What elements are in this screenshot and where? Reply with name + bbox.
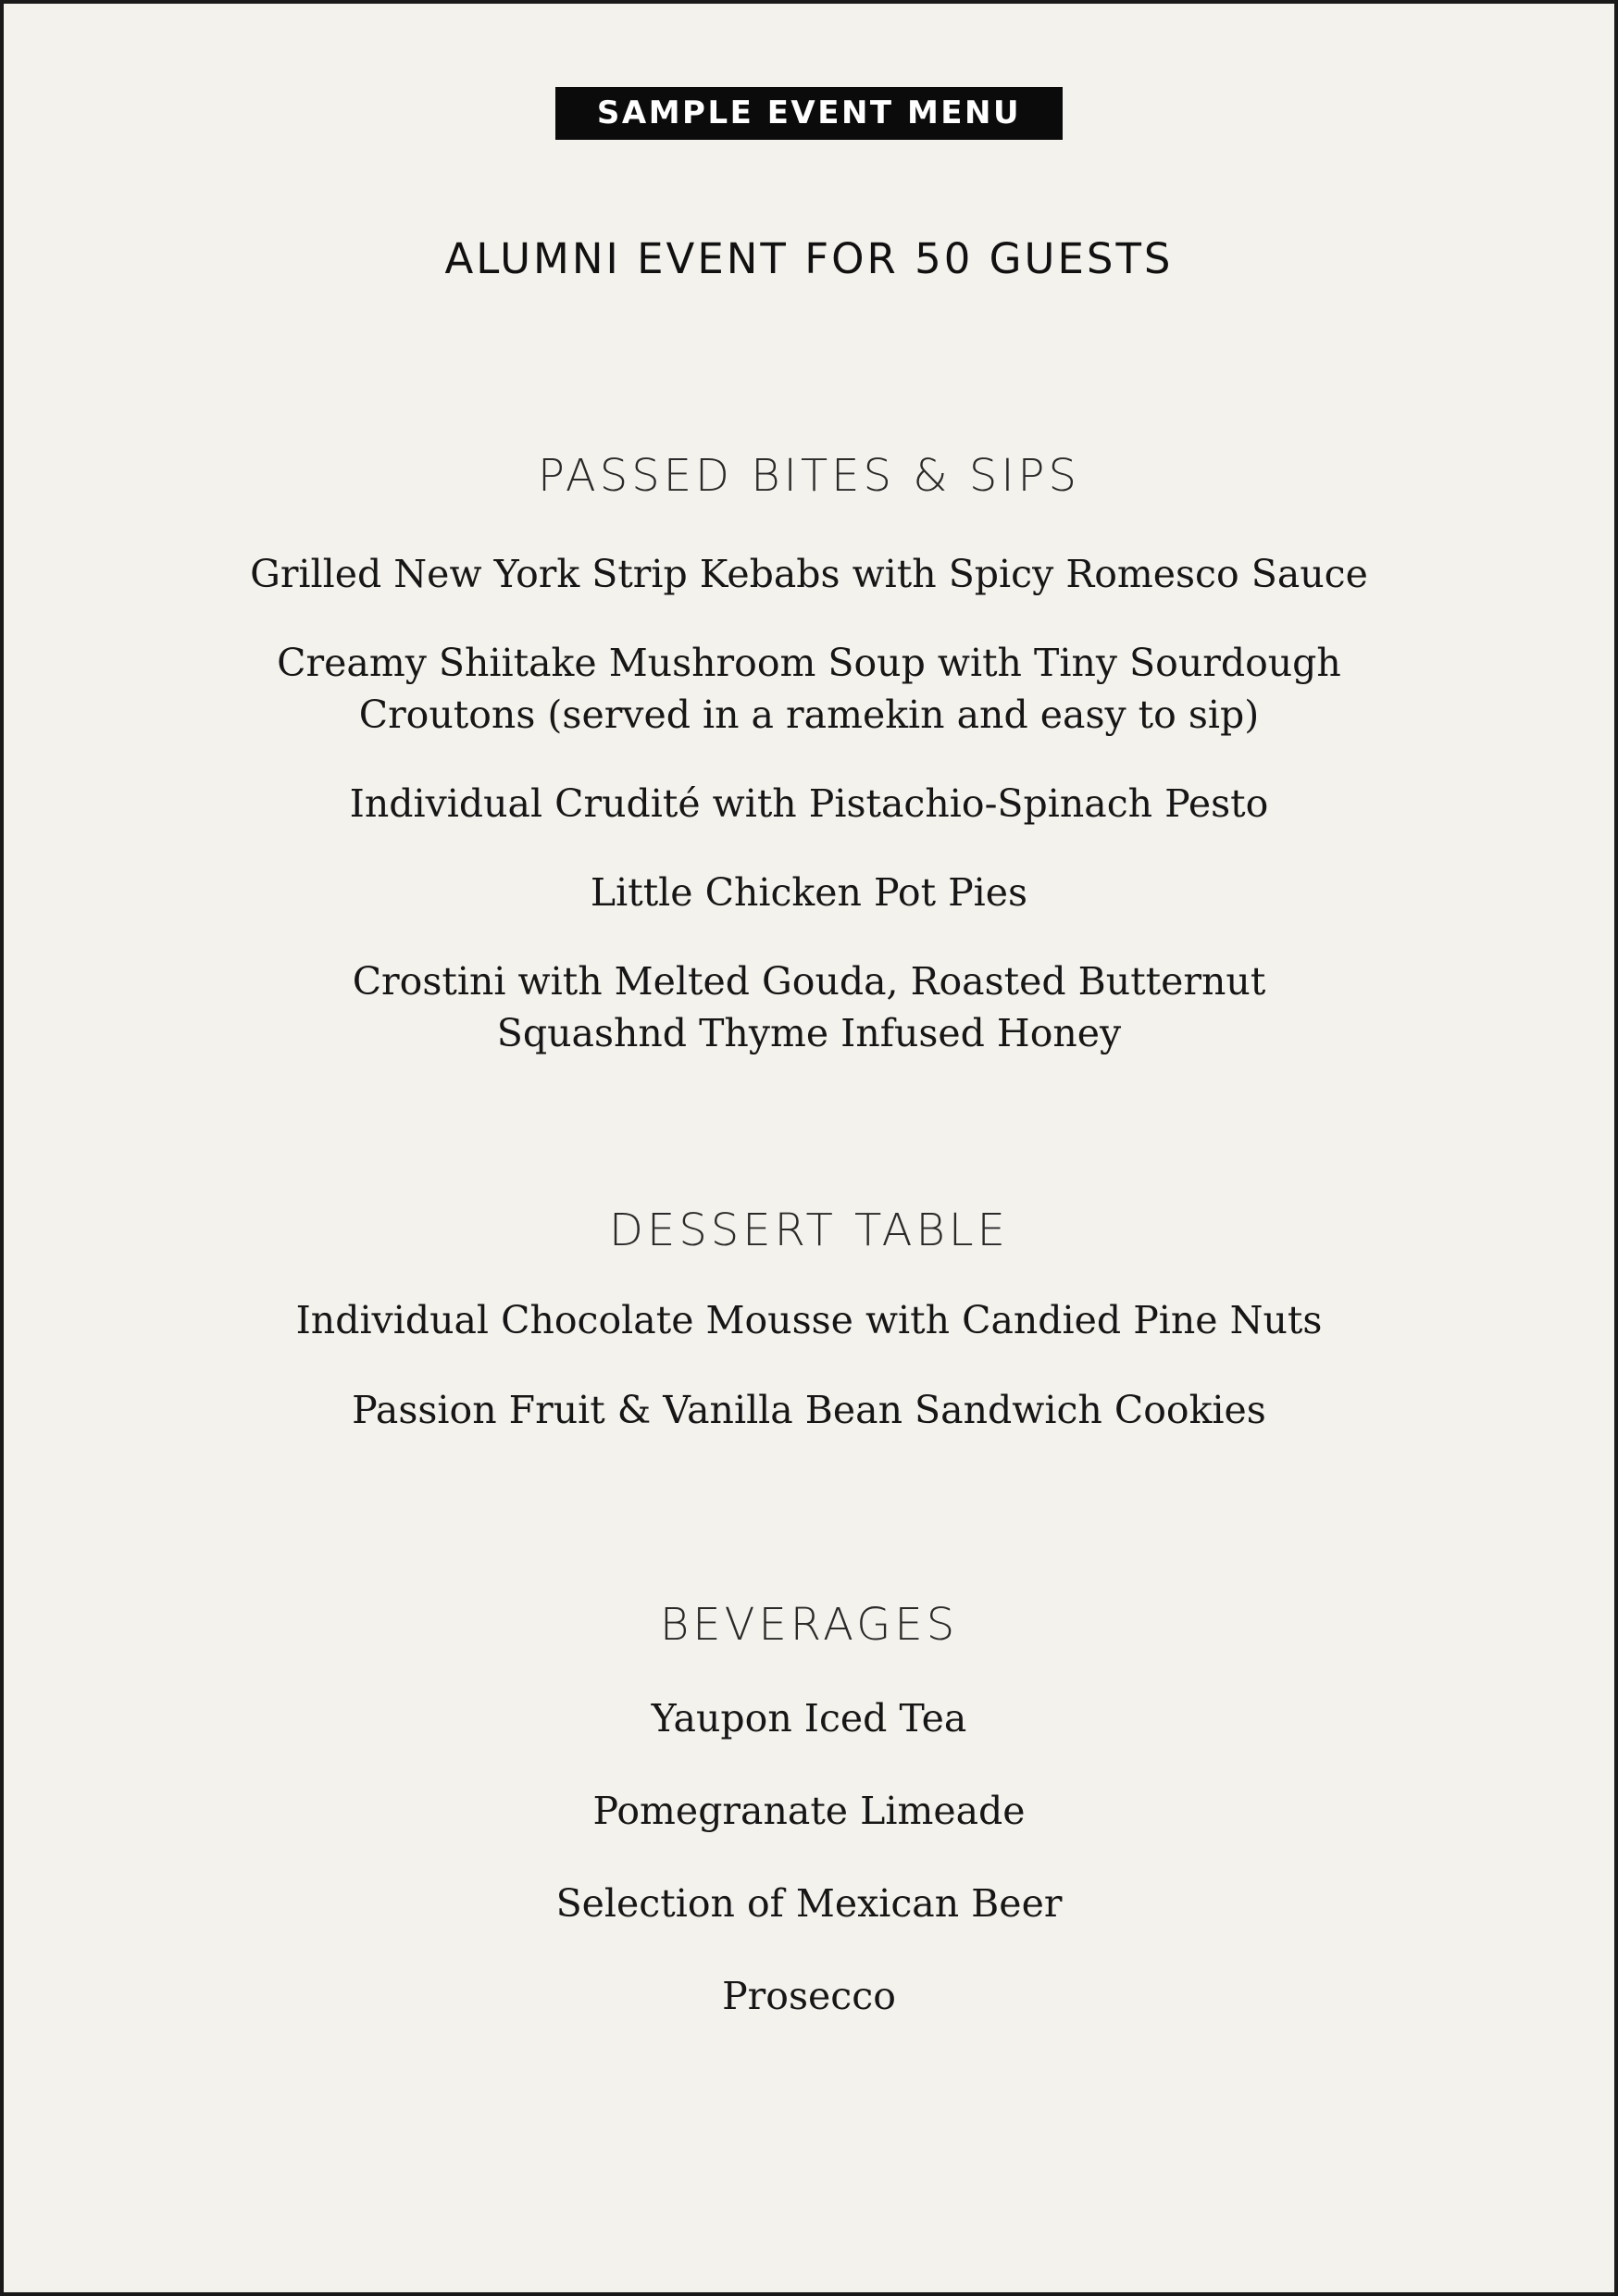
menu-item: Passion Fruit & Vanilla Bean Sandwich Cookies <box>352 1388 1266 1432</box>
menu-item-continuation: Croutons (served in a ramekin and easy to sip) <box>358 693 1260 737</box>
menu-item: Individual Chocolate Mousse with Candied Pine Nuts <box>295 1298 1323 1342</box>
section-heading-beverages: BEVERAGES <box>659 1599 959 1651</box>
menu-item: Creamy Shiitake Mushroom Soup with Tiny Sourdough <box>277 641 1341 685</box>
menu-item: Grilled New York Strip Kebabs with Spicy Romesco Sauce <box>250 552 1368 596</box>
menu-item: Pomegranate Limeade <box>592 1789 1026 1833</box>
sample-menu-badge: SAMPLE EVENT MENU <box>555 87 1063 140</box>
menu-item: Selection of Mexican Beer <box>555 1881 1063 1926</box>
menu-item: Yaupon Iced Tea <box>651 1696 967 1741</box>
menu-item: Individual Crudité with Pistachio-Spinach Pesto <box>349 781 1269 826</box>
menu-item: Crostini with Melted Gouda, Roasted Butternut <box>352 959 1266 1004</box>
menu-item: Little Chicken Pot Pies <box>590 870 1028 915</box>
section-heading-dessert-table: DESSERT TABLE <box>609 1204 1009 1256</box>
menu-item-continuation: Squashnd Thyme Infused Honey <box>496 1011 1122 1055</box>
event-title: ALUMNI EVENT FOR 50 GUESTS <box>444 234 1174 283</box>
section-heading-passed-bites: PASSED BITES & SIPS <box>538 450 1080 502</box>
menu-item: Prosecco <box>722 1974 896 2018</box>
